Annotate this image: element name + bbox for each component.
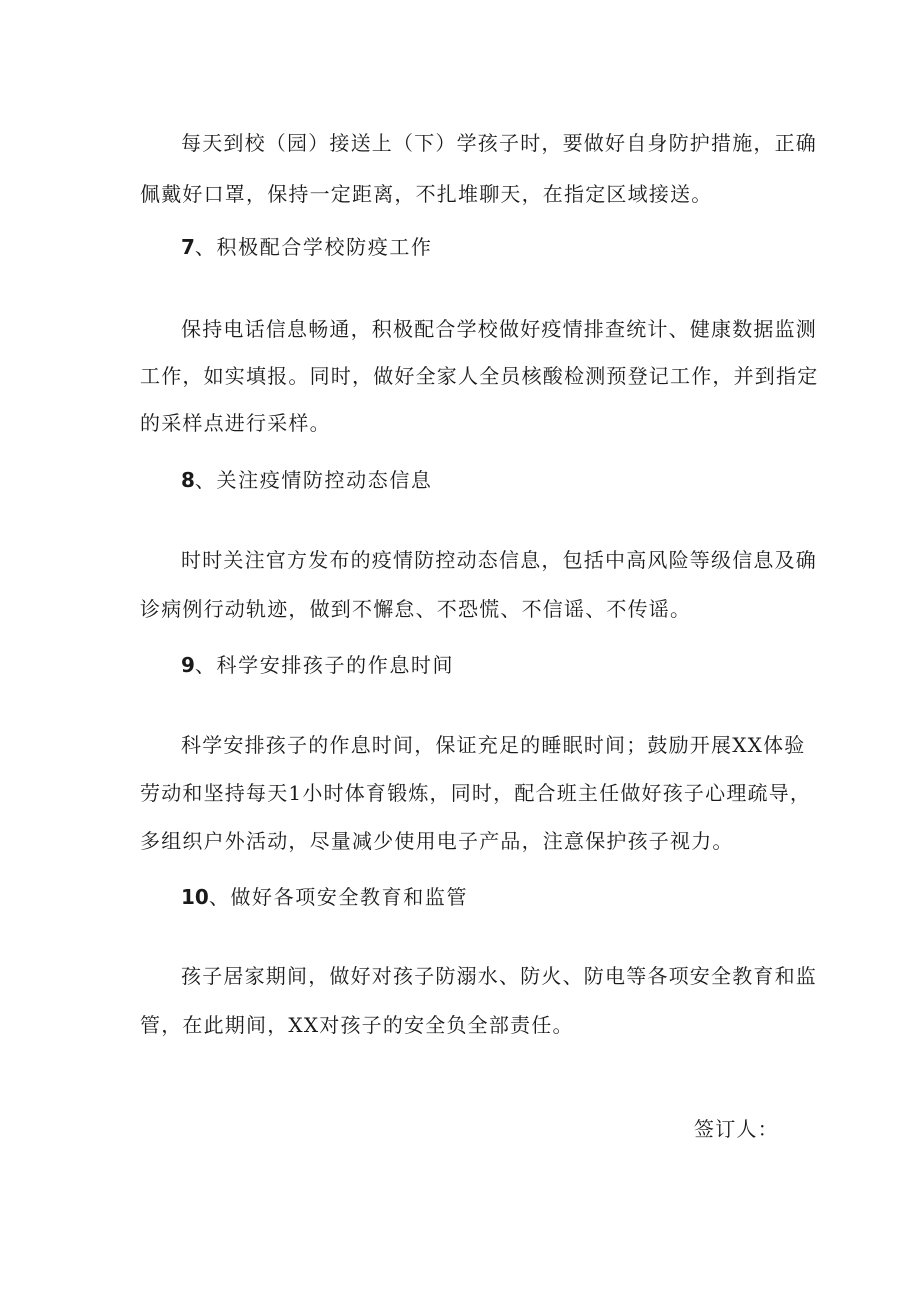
paragraph-line: 科学安排孩子的作息时间，保证充足的睡眠时间；鼓励开展XX体验 xyxy=(181,733,806,757)
paragraph-line: 工作，如实填报。同时，做好全家人全员核酸检测预登记工作，并到指定 xyxy=(140,364,819,388)
paragraph-line: 多组织户外活动，尽量减少使用电子产品，注意保护孩子视力。 xyxy=(140,829,734,853)
paragraph-line: 时时关注官方发布的疫情防控动态信息，包括中高风险等级信息及确 xyxy=(181,548,817,572)
paragraph-line: 诊病例行动轨迹，做到不懈怠、不恐慌、不信谣、不传谣。 xyxy=(140,597,692,621)
paragraph-line: 每天到校（园）接送上（下）学孩子时，要做好自身防护措施，正确 xyxy=(181,131,817,155)
paragraph-line: 佩戴好口罩，保持一定距离，不扎堆聊天，在指定区域接送。 xyxy=(140,182,713,206)
paragraph-line: 孩子居家期间，做好对孩子防溺水、防火、防电等各项安全教育和监 xyxy=(181,964,817,988)
section-title: 、科学安排孩子的作息时间 xyxy=(194,653,455,677)
section-heading-8 xyxy=(181,468,433,492)
section-title: 、做好各项安全教育和监管 xyxy=(208,885,469,909)
section-number: 9 xyxy=(181,653,195,677)
section-heading-10 xyxy=(181,885,468,909)
signature-label: 签订人： xyxy=(694,1117,779,1141)
paragraph-line: 管，在此期间，XX对孩子的安全负全部责任。 xyxy=(140,1013,574,1037)
section-number: 7 xyxy=(181,235,195,259)
paragraph-line: 劳动和坚持每天1小时体育锻炼，同时，配合班主任做好孩子心理疏导， xyxy=(140,781,812,805)
paragraph-line: 的采样点进行采样。 xyxy=(140,411,331,435)
section-number: 8 xyxy=(181,468,195,492)
section-title: 、积极配合学校防疫工作 xyxy=(194,235,433,259)
section-heading-9 xyxy=(181,653,454,677)
section-heading-7 xyxy=(181,235,433,259)
section-number: 10 xyxy=(181,885,209,909)
section-title: 、关注疫情防控动态信息 xyxy=(194,468,433,492)
paragraph-line: 保持电话信息畅通，积极配合学校做好疫情排查统计、健康数据监测 xyxy=(181,317,817,341)
